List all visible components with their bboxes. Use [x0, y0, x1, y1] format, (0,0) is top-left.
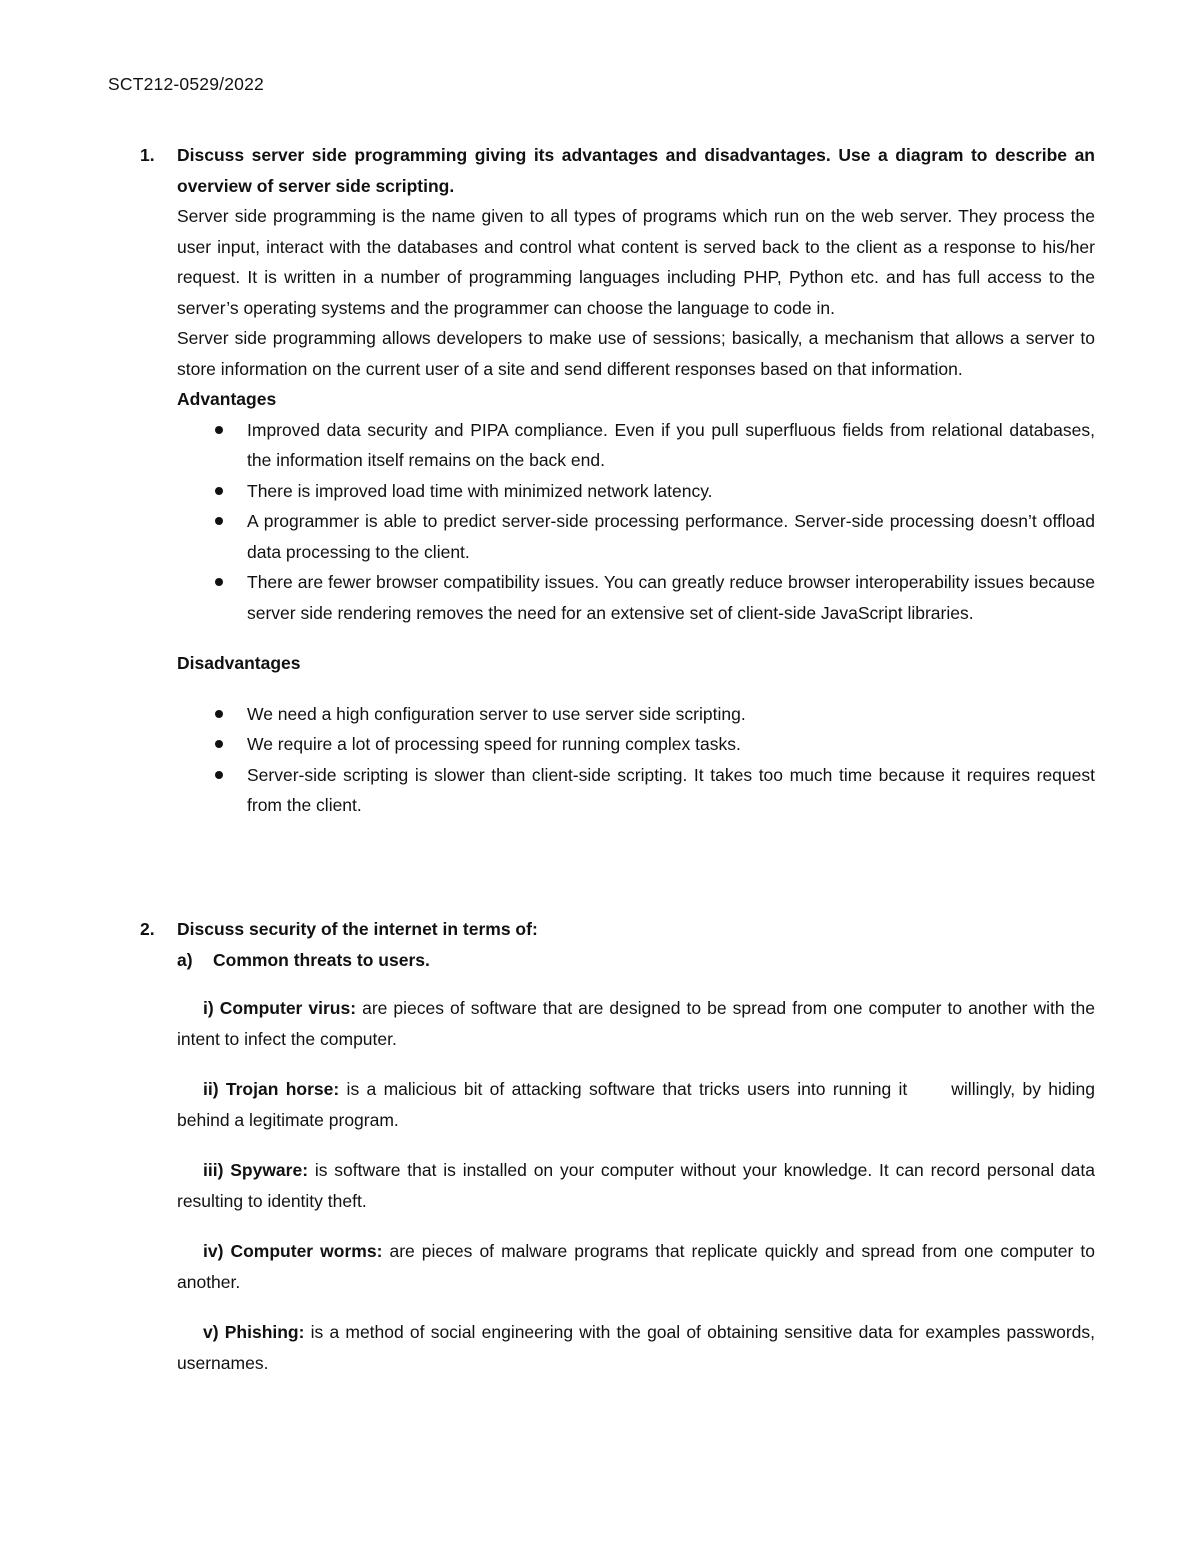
threat-label: iii) Spyware: — [203, 1160, 309, 1180]
bullet-icon — [215, 487, 223, 495]
list-item — [177, 729, 1095, 760]
advantage-text: Improved data security and PIPA compliance. Even if you pull superfluous fields from relational databases, the information itself remains on the back end. — [247, 419, 1095, 470]
threat-label: ii) Trojan horse: — [203, 1079, 340, 1099]
question-2-number: 2. — [140, 919, 155, 939]
threat-text: is software that is installed on your computer without your knowledge. It can record personal data resulting to identity theft. — [177, 1160, 1095, 1211]
bullet-icon — [215, 771, 223, 779]
question-1 — [140, 140, 1095, 821]
question-2-text: Discuss security of the internet in terms of: — [177, 919, 538, 939]
advantages-list — [177, 415, 1095, 629]
bullet-icon — [215, 426, 223, 434]
list-item — [177, 476, 1095, 507]
threat-item — [177, 1074, 1100, 1135]
threat-text: is a method of social engineering with the goal of obtaining sensitive data for examples passwords, usernames. — [177, 1322, 1095, 1373]
question-1-number: 1. — [140, 145, 155, 165]
list-item — [177, 506, 1095, 567]
threat-item — [177, 1317, 1095, 1378]
advantage-text: There is improved load time with minimized network latency. — [247, 480, 713, 501]
threat-item — [177, 1155, 1095, 1216]
bullet-icon — [215, 710, 223, 718]
disadvantage-text: We require a lot of processing speed for running complex tasks. — [247, 734, 741, 754]
sub-question-a-title: Common threats to users. — [213, 949, 430, 970]
bullet-icon — [215, 740, 223, 748]
advantage-text: A programmer is able to predict server-side processing performance. Server-side processing doesn’t offload data processing to the client. — [247, 511, 1095, 562]
question-1-paragraph-1: Server side programming is the name given to all types of programs which run on the web server. They process the user input, interact with the databases and control what content is served back to the client as a response to his/her request. It is written in a number of programming languages including PHP, Python etc. and has full access to the server’s operating systems and the programmer can choose the language to code in. — [177, 206, 1095, 318]
list-item — [177, 567, 1095, 628]
sub-question-a — [177, 945, 1095, 976]
advantage-text: There are fewer browser compatibility issues. You can greatly reduce browser interoperability issues because server side rendering removes the need for an extensive set of client-side JavaScript libraries. — [247, 572, 1095, 623]
question-2 — [140, 914, 1100, 1378]
list-item — [177, 760, 1095, 821]
threat-text: are pieces of malware programs that replicate quickly and spread from one computer to another. — [177, 1241, 1095, 1292]
list-item — [177, 415, 1095, 476]
threat-text: is a malicious bit of attacking software that tricks users into running it willingly, by hiding behind a legitimate program. — [177, 1079, 1100, 1130]
disadvantages-heading: Disadvantages — [177, 653, 301, 673]
disadvantage-text: Server-side scripting is slower than client-side scripting. It takes too much time because it requires request from the client. — [247, 764, 1095, 815]
bullet-icon — [215, 517, 223, 525]
threat-label: v) Phishing: — [203, 1322, 305, 1342]
threat-item — [177, 1236, 1095, 1297]
question-1-text: Discuss server side programming giving its advantages and disadvantages. Use a diagram to describe an overview of server side scripting. — [177, 145, 1095, 196]
list-item — [177, 699, 1095, 730]
disadvantages-list — [177, 699, 1095, 821]
question-1-paragraph-2: Server side programming allows developers to make use of sessions; basically, a mechanism that allows a server to store information on the current user of a site and send different responses based on that information. — [177, 328, 1095, 379]
sub-question-a-label: a) — [177, 949, 193, 970]
threat-text: are pieces of software that are designed to be spread from one computer to another with the intent to infect the computer. — [177, 998, 1095, 1049]
disadvantage-text: We need a high configuration server to use server side scripting. — [247, 703, 746, 724]
document-id-header: SCT212-0529/2022 — [108, 74, 264, 94]
threat-item — [177, 993, 1095, 1054]
threat-label: i) Computer virus: — [203, 998, 357, 1018]
bullet-icon — [215, 578, 223, 586]
advantages-heading: Advantages — [177, 389, 277, 409]
threat-label: iv) Computer worms: — [203, 1241, 383, 1261]
